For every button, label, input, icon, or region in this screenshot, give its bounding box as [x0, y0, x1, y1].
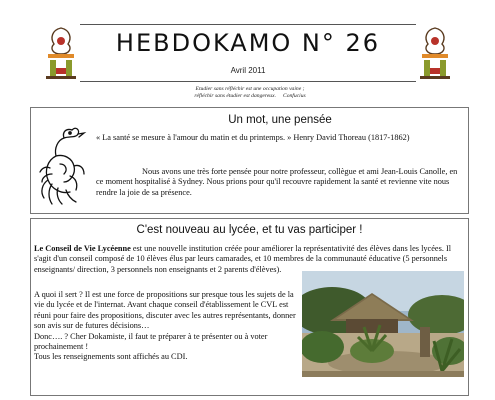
thought-paragraph-block	[96, 167, 461, 198]
quote-author: Confucius	[282, 93, 306, 99]
quote-line-2-wrap	[120, 93, 380, 100]
issue-date: Avril 2011	[230, 66, 266, 75]
cvl-lead-rest: est une nouvelle institution créée pour améliorer la représentativité des élèves dans les lycées. Il s'agit d'un conseil composé de 10 élèves élus par leurs camarades, et 10 membres de la communauté éducative (5 personnels enseignants/ direction, 3 personnels non enseignants et 2 parents d'élèves).	[34, 244, 452, 274]
cvl-lead-bold: Le Conseil de Vie Lycéenne	[34, 244, 131, 253]
header-quote	[120, 86, 380, 100]
thoreau-quote: « La santé se mesure à l'amour du matin et du printemps. » Henry David Thoreau (1817-1862)	[96, 133, 410, 142]
kanak-emblem-left-icon	[42, 24, 80, 82]
thought-quote-block	[96, 133, 461, 143]
cvl-details-block	[34, 290, 296, 363]
quote-line-2: réfléchir sans étudier est dangereux.	[194, 93, 276, 99]
quote-line-1: Etudier sans réfléchir est une occupation vaine ;	[195, 86, 305, 92]
kanak-emblem-right-icon	[416, 24, 454, 82]
canolle-paragraph: Nous avons une très forte pensée pour notre professeur, collègue et ami Jean-Louis Canolle, en ce moment hospitalisé à Sydney. Nous prions pour qu'il recouvre rapidement la santé et revienne vite nous rendre la joie de sa présence.	[96, 167, 458, 197]
bird-illustration-icon	[34, 120, 90, 206]
cvl-heading: C'est nouveau au lycée, et tu vas participer !	[136, 224, 363, 236]
thought-heading: Un mot, une pensée	[228, 114, 332, 126]
school-campus-photo	[302, 271, 464, 377]
cvl-info: Tous les renseignements sont affichés au CDI.	[34, 352, 188, 362]
newsletter-title: HEBDOKAMO N° 26	[115, 29, 381, 57]
cvl-call-to-action: Donc…. ? Cher Dokamiste, il faut te préparer à te présenter ou à voter prochainement !	[34, 331, 268, 352]
cvl-purpose: A quoi il sert ? Il est une force de propositions sur presque tous les sujets de la vie du lycée et de l'internat. Avant chaque conseil d'établissement le CVL est réuni pour faire des propositions, discuter avec les autres représentants, donner son avis sur de futures décisions…	[34, 290, 296, 331]
